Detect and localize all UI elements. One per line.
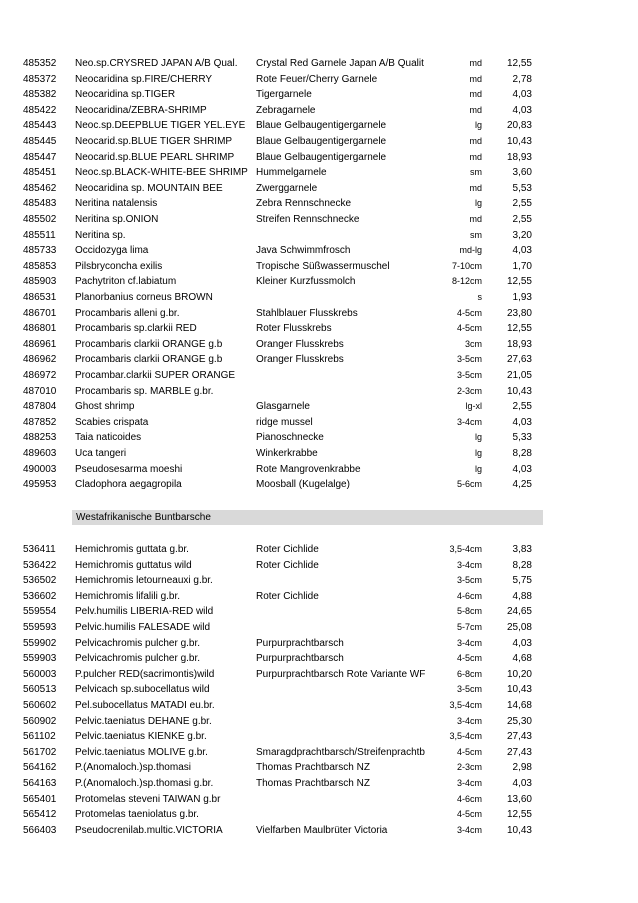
german-name: Tropische Süßwassermuschel [256,260,390,272]
price: 1,70 [512,260,532,272]
latin-name: Neocaridina/ZEBRA-SHRIMP [75,104,207,116]
latin-name: Hemichromis guttata g.br. [75,544,189,555]
size: 3-4cm [456,778,482,788]
price: 10,20 [506,668,532,680]
price: 4,03 [512,104,532,116]
latin-name: Procambaris alleni g.br. [75,307,180,319]
table-row [0,368,638,383]
german-name: Thomas Prachtbarsch NZ [256,778,370,789]
german-name: ridge mussel [256,416,313,428]
table-row [0,542,638,557]
latin-name: Pelvic.humilis FALESADE wild [75,622,211,633]
price: 2,55 [512,401,532,413]
german-name: Streifen Rennschnecke [256,214,360,225]
table-row [0,682,638,697]
size: s [477,292,482,302]
price: 25,30 [506,715,532,727]
latin-name: Scabies crispata [75,416,149,428]
latin-name: Neocaridina sp. MOUNTAIN BEE [75,182,223,194]
latin-name: Neritina sp.ONION [75,214,159,225]
price: 25,08 [506,622,532,633]
price: 5,33 [512,432,532,444]
latin-name: Neocarid.sp.BLUE PEARL SHRIMP [75,151,235,163]
german-name: Purpurprachtbarsch [256,637,344,649]
german-name: Purpurprachtbarsch [256,653,344,665]
german-name: Roter Cichlide [256,590,319,602]
article-number: 559554 [23,606,57,618]
article-number: 485903 [23,276,57,288]
latin-name: Occidozyga lima [75,245,149,257]
table-row [0,103,638,118]
section-title: Westafrikanische Buntbarsche [76,512,211,523]
latin-name: P.(Anomaloch.)sp.thomasi [75,762,191,774]
article-number: 561702 [23,746,57,758]
table-row [0,134,638,149]
latin-name: Pilsbryconcha exilis [75,260,163,272]
price: 24,65 [506,606,532,618]
price: 3,60 [512,167,532,179]
table-row [0,792,638,807]
size: md [469,182,482,193]
table-row [0,150,638,165]
german-name: Crystal Red Garnele Japan A/B Qualit [256,58,424,69]
table-row [0,823,638,838]
latin-name: Procambaris sp. MARBLE g.br. [75,385,214,397]
article-number: 565401 [23,793,57,805]
latin-name: Neocarid.sp.BLUE TIGER SHRIMP [75,136,233,147]
latin-name: Pelvic.taeniatus KIENKE g.br. [75,731,207,743]
german-name: Zebra Rennschnecke [256,198,352,210]
article-number: 560513 [23,684,57,696]
table-row [0,181,638,196]
article-number: 485372 [23,73,57,85]
price: 5,53 [512,182,532,194]
latin-name: Neritina natalensis [75,198,158,210]
german-name: Java Schwimmfrosch [256,245,351,257]
size: lg [474,432,482,443]
article-number: 485382 [23,89,57,101]
price: 4,03 [512,89,532,101]
table-row [0,196,638,211]
size: 7-10cm [451,260,482,271]
latin-name: Cladophora aegagropila [75,479,182,491]
size: 4-5cm [456,809,482,820]
latin-name: Pachytriton cf.labiatum [75,276,177,288]
german-name: Roter Flusskrebs [256,323,332,335]
table-row [0,620,638,635]
price: 4,03 [512,778,532,789]
price: 23,80 [506,307,532,319]
price: 4,88 [512,590,532,602]
size: md [469,104,482,115]
price: 1,93 [512,292,532,303]
price: 12,55 [506,276,532,288]
latin-name: Neo.sp.CRYSRED JAPAN A/B Qual. [75,58,238,69]
price: 10,43 [506,385,532,397]
german-name: Smaragdprachtbarsch/Streifenprachtb [256,746,425,758]
article-number: 560902 [23,715,57,727]
price: 4,68 [512,653,532,665]
size: 3-4cm [456,559,482,570]
price: 27,63 [506,354,532,366]
article-number: 559593 [23,622,57,633]
price: 4,03 [512,416,532,428]
latin-name: Pelvicach sp.subocellatus wild [75,684,210,696]
table-row [0,729,638,744]
table-row [0,118,638,133]
table-row [0,558,638,573]
table-row [0,415,638,430]
table-row [0,165,638,180]
article-number: 486701 [23,307,57,319]
german-name: Hummelgarnele [256,167,327,179]
latin-name: P.(Anomaloch.)sp.thomasi g.br. [75,778,214,789]
table-row [0,384,638,399]
latin-name: Pelvicachromis pulcher g.br. [75,637,201,649]
table-row [0,667,638,682]
german-name: Rote Feuer/Cherry Garnele [256,73,378,85]
german-name: Vielfarben Maulbrüter Victoria [256,824,388,836]
price: 4,03 [512,463,532,475]
size: md [469,136,482,146]
price: 12,55 [506,809,532,821]
price: 14,68 [506,700,532,711]
size: lg [474,120,482,131]
price: 2,55 [512,214,532,225]
table-row [0,807,638,822]
latin-name: Pelvicachromis pulcher g.br. [75,653,201,665]
size: lg-xl [465,401,482,412]
size: 3-4cm [456,637,482,648]
article-number: 485422 [23,104,57,116]
latin-name: Uca tangeri [75,448,127,459]
latin-name: Hemichromis letourneauxi g.br. [75,575,213,587]
size: 3-4cm [456,416,482,427]
article-number: 487852 [23,416,57,428]
size: 5-8cm [456,606,482,617]
article-number: 487804 [23,401,57,413]
table-row [0,760,638,775]
size: md-lg [459,245,482,256]
size: sm [470,167,482,178]
article-number: 536411 [23,544,56,555]
article-number: 560602 [23,700,57,711]
price: 10,43 [506,824,532,836]
article-number: 561102 [23,731,56,743]
german-name: Moosball (Kugelalge) [256,479,350,491]
table-row [0,573,638,588]
table-row [0,745,638,760]
article-number: 486531 [23,292,57,303]
size: 4-6cm [456,590,482,601]
size: 3-4cm [456,824,482,835]
german-name: Blaue Gelbaugentigergarnele [256,136,387,147]
price: 12,55 [506,323,532,335]
size: 3,5-4cm [449,731,482,742]
table-row [0,72,638,87]
size: md [469,58,482,68]
price: 4,03 [512,245,532,257]
latin-name: Pseudosesarma moeshi [75,463,183,475]
size: 3cm [464,338,482,349]
size: 3-4cm [456,715,482,726]
size: 2-3cm [456,762,482,773]
table-row [0,477,638,492]
german-name: Zebragarnele [256,104,316,116]
table-row [0,430,638,445]
latin-name: Pelvic.taeniatus MOLIVE g.br. [75,746,208,758]
size: 3-5cm [456,575,482,586]
german-name: Kleiner Kurzfussmolch [256,276,356,288]
german-name: Glasgarnele [256,401,310,413]
table-row [0,259,638,274]
article-number: 485502 [23,214,57,225]
price: 18,93 [506,338,532,350]
price: 2,78 [512,73,532,85]
size: 3,5-4cm [449,700,482,710]
latin-name: Planorbanius corneus BROWN [75,292,213,303]
article-number: 485352 [23,58,57,69]
german-name: Purpurprachtbarsch Rote Variante WF [256,668,426,680]
latin-name: Pseudocrenilab.multic.VICTORIA [75,824,223,836]
table-row [0,56,638,71]
size: lg [474,463,482,474]
size: md [469,214,482,224]
article-number: 485483 [23,198,57,210]
size: 8-12cm [451,276,482,287]
latin-name: Neocaridina sp.FIRE/CHERRY [75,73,213,85]
size: lg [474,448,482,458]
german-name: Pianoschnecke [256,432,324,444]
article-number: 485511 [23,229,56,241]
german-name: Blaue Gelbaugentigergarnele [256,151,387,163]
table-row [0,228,638,243]
article-number: 564162 [23,762,57,774]
latin-name: Taia naticoides [75,432,142,444]
article-number: 486972 [23,370,57,381]
size: 6-8cm [456,668,482,679]
article-number: 488253 [23,432,57,444]
german-name: Thomas Prachtbarsch NZ [256,762,370,774]
size: lg [474,198,482,209]
price: 8,28 [512,559,532,571]
article-number: 565412 [23,809,57,821]
size: 5-7cm [456,622,482,632]
latin-name: Pelv.humilis LIBERIA-RED wild [75,606,214,618]
german-name: Blaue Gelbaugentigergarnele [256,120,387,132]
table-row [0,399,638,414]
size: 4-5cm [456,323,482,334]
article-number: 495953 [23,479,57,491]
latin-name: Hemichromis guttatus wild [75,559,192,571]
size: md [469,89,482,100]
article-number: 487010 [23,385,57,397]
size: 3-5cm [456,354,482,365]
table-row [0,776,638,791]
size: 4-6cm [456,793,482,804]
latin-name: Protomelas taeniolatus g.br. [75,809,199,821]
price: 10,43 [506,136,532,147]
price: 4,03 [512,637,532,649]
size: 4-5cm [456,307,482,318]
size: 4-5cm [456,746,482,757]
article-number: 564163 [23,778,57,789]
article-number: 485443 [23,120,57,132]
price: 2,98 [512,762,532,774]
article-number: 485451 [23,167,57,179]
table-row [0,243,638,258]
latin-name: Hemichromis lifalili g.br. [75,590,181,602]
section-header [72,510,543,525]
table-row [0,636,638,651]
table-row [0,462,638,477]
table-row [0,714,638,729]
article-number: 536422 [23,559,57,571]
price: 4,25 [512,479,532,491]
german-name: Winkerkrabbe [256,448,318,459]
table-row [0,589,638,604]
latin-name: Neoc.sp.BLACK-WHITE-BEE SHRIMP [75,167,248,179]
table-row [0,321,638,336]
size: 3,5-4cm [449,544,482,554]
price: 27,43 [506,746,532,758]
price: 3,20 [512,229,532,241]
german-name: Oranger Flusskrebs [256,354,344,366]
table-row [0,306,638,321]
price: 2,55 [512,198,532,210]
table-row [0,698,638,713]
article-number: 536602 [23,590,57,602]
price: 27,43 [506,731,532,743]
article-number: 536502 [23,575,57,587]
price: 13,60 [506,793,532,805]
price: 5,75 [512,575,532,587]
latin-name: Neocaridina sp.TIGER [75,89,176,101]
latin-name: Neritina sp. [75,229,126,241]
article-number: 559903 [23,653,57,665]
article-number: 566403 [23,824,57,836]
table-row [0,446,638,461]
german-name: Tigergarnele [256,89,312,101]
german-name: Oranger Flusskrebs [256,338,344,350]
article-number: 560003 [23,668,57,680]
price: 8,28 [512,448,532,459]
price: 20,83 [506,120,532,132]
latin-name: Procambaris sp.clarkii RED [75,323,197,335]
size: sm [470,229,482,240]
article-number: 486801 [23,323,57,335]
latin-name: Procambar.clarkii SUPER ORANGE [75,370,236,381]
latin-name: Pelvic.taeniatus DEHANE g.br. [75,715,212,727]
german-name: Stahlblauer Flusskrebs [256,307,358,319]
table-row [0,290,638,305]
size: 3-5cm [456,684,482,695]
table-row [0,274,638,289]
article-number: 485462 [23,182,57,194]
latin-name: P.pulcher RED(sacrimontis)wild [75,668,215,680]
price: 12,55 [506,58,532,69]
size: 4-5cm [456,653,482,664]
latin-name: Procambaris clarkii ORANGE g.b [75,354,223,366]
article-number: 486961 [23,338,57,350]
size: md [469,73,482,84]
price: 18,93 [506,151,532,163]
table-row [0,604,638,619]
table-row [0,87,638,102]
size: 3-5cm [456,370,482,380]
table-row [0,212,638,227]
latin-name: Procambaris clarkii ORANGE g.b [75,338,223,350]
german-name: Zwerggarnele [256,182,318,194]
table-row [0,352,638,367]
german-name: Rote Mangrovenkrabbe [256,463,361,475]
latin-name: Protomelas steveni TAIWAN g.br [75,793,221,805]
size: 2-3cm [456,385,482,396]
article-number: 485733 [23,245,57,257]
article-number: 559902 [23,637,57,649]
article-number: 489603 [23,448,57,459]
price: 3,83 [512,544,532,555]
article-number: 485447 [23,151,57,163]
article-number: 490003 [23,463,57,475]
size: md [469,151,482,162]
article-number: 485445 [23,136,57,147]
article-number: 485853 [23,260,57,272]
german-name: Roter Cichlide [256,559,319,571]
table-row [0,651,638,666]
size: 5-6cm [456,479,482,490]
price: 21,05 [506,370,532,381]
latin-name: Pel.subocellatus MATADI eu.br. [75,700,215,711]
german-name: Roter Cichlide [256,544,319,555]
latin-name: Neoc.sp.DEEPBLUE TIGER YEL.EYE [75,120,246,132]
table-row [0,337,638,352]
latin-name: Ghost shrimp [75,401,135,413]
price: 10,43 [506,684,532,696]
article-number: 486962 [23,354,57,366]
